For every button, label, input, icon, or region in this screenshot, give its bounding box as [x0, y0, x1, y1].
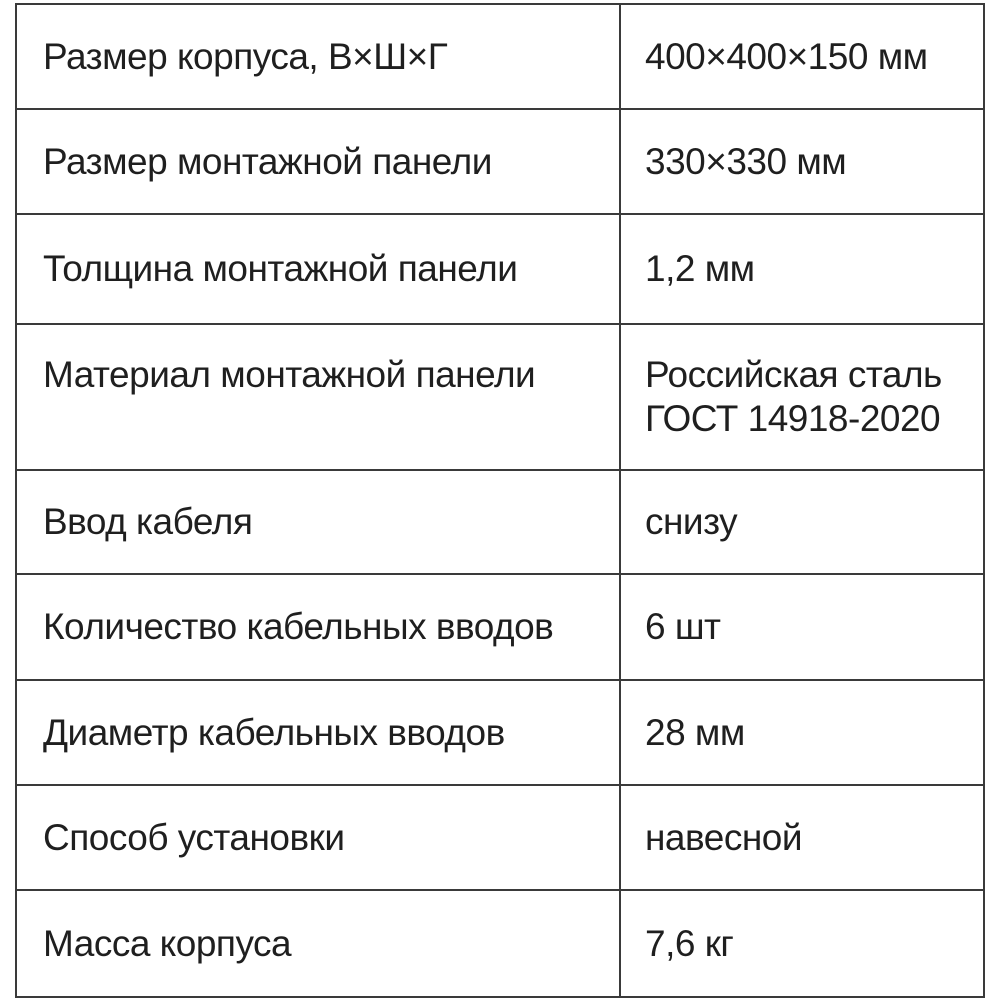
spec-label: Размер монтажной панели [16, 109, 620, 214]
spec-value: 330×330 мм [620, 109, 984, 214]
table-row [16, 470, 984, 574]
table-row [16, 890, 984, 997]
spec-value: 28 мм [620, 680, 984, 785]
spec-value: 7,6 кг [620, 890, 984, 997]
spec-label: Ввод кабеля [16, 470, 620, 574]
table-row [16, 109, 984, 214]
spec-label: Количество кабельных вводов [16, 574, 620, 680]
table-row [16, 680, 984, 785]
spec-label: Материал монтажной панели [16, 324, 620, 470]
spec-value: навесной [620, 785, 984, 890]
table-row [16, 574, 984, 680]
spec-value-line: Российская сталь [645, 354, 942, 395]
spec-label: Масса корпуса [16, 890, 620, 997]
spec-label: Размер корпуса, В×Ш×Г [16, 4, 620, 109]
spec-table [15, 3, 985, 998]
table-row [16, 785, 984, 890]
table-row [16, 324, 984, 470]
spec-label: Способ установки [16, 785, 620, 890]
table-row [16, 4, 984, 109]
spec-value: 400×400×150 мм [620, 4, 984, 109]
spec-label: Диаметр кабельных вводов [16, 680, 620, 785]
spec-label: Толщина монтажной панели [16, 214, 620, 324]
spec-value [620, 324, 984, 470]
spec-value: 6 шт [620, 574, 984, 680]
spec-value: 1,2 мм [620, 214, 984, 324]
table-row [16, 214, 984, 324]
spec-value-line: ГОСТ 14918-2020 [645, 398, 941, 439]
spec-value: снизу [620, 470, 984, 574]
